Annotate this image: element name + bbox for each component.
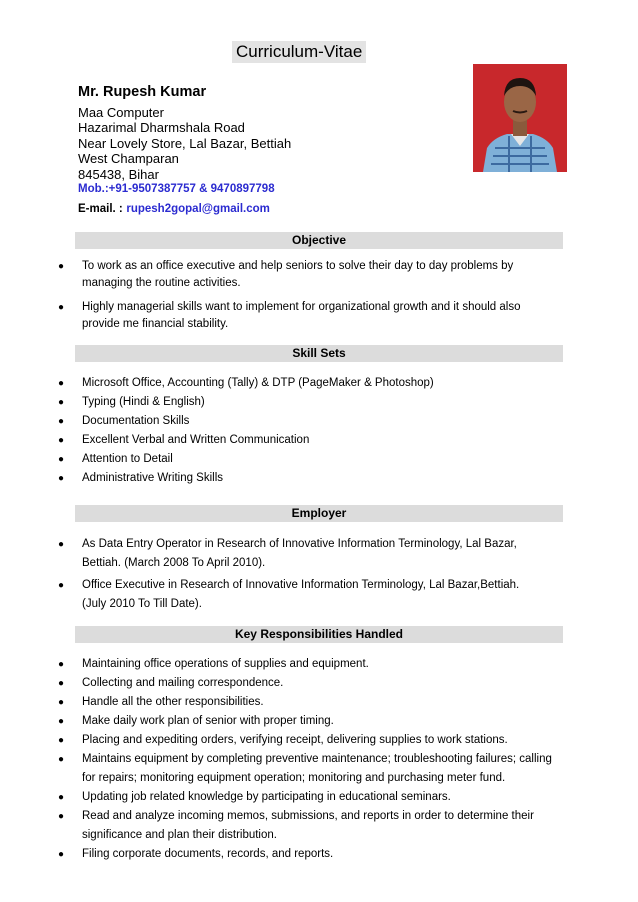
list-item: ● Excellent Verbal and Written Communication [58, 432, 558, 449]
bullet-icon: ● [58, 754, 65, 765]
list-item: ● Collecting and mailing correspondence. [58, 674, 558, 693]
mobile-number: Mob.:+91-9507387757 & 9470897798 [78, 183, 275, 195]
bullet-icon: ● [58, 849, 65, 860]
email-link[interactable]: rupesh2gopal@gmail.com [126, 202, 270, 215]
address-line: Near Lovely Store, Lal Bazar, Bettiah [78, 135, 292, 151]
list-item: ● Read and analyze incoming memos, submissions, and reports in order to determine their significance and plan their distribution. [58, 807, 558, 845]
list-item: ● Placing and expediting orders, verifying receipt, delivering supplies to work stations. [58, 731, 558, 750]
bullet-icon: ● [58, 792, 65, 803]
bullet-icon: ● [58, 416, 65, 427]
bullet-icon: ● [58, 302, 65, 313]
section-heading-employer: Employer [75, 505, 563, 522]
list-item: ● Maintains equipment by completing preventive maintenance; troubleshooting failures; calling for repairs; monitoring equipment operation; monitoring and purchasing meter fund. [58, 750, 558, 788]
employer-list [58, 535, 528, 614]
bullet-icon: ● [58, 811, 65, 822]
list-item: ● Make daily work plan of senior with proper timing. [58, 712, 558, 731]
responsibilities-list [58, 655, 558, 864]
address-line: Maa Computer [78, 104, 164, 120]
section-heading-skill-sets: Skill Sets [75, 345, 563, 362]
list-item: ● Highly managerial skills want to implement for organizational growth and it should also provide me financial stability. [58, 301, 521, 330]
address-line: Hazarimal Dharmshala Road [78, 120, 245, 135]
list-item: ● Filing corporate documents, records, and reports. [58, 845, 558, 864]
section-heading-key-responsibilities: Key Responsibilities Handled [75, 626, 563, 643]
bullet-icon: ● [58, 539, 65, 550]
list-item: ● Documentation Skills [58, 413, 558, 430]
list-item: ● As Data Entry Operator in Research of Innovative Information Terminology, Lal Bazar, Bettiah. (March 2008 To April 2010). [58, 535, 528, 573]
list-item: ● Microsoft Office, Accounting (Tally) & DTP (PageMaker & Photoshop) [58, 375, 558, 392]
list-item: ● Attention to Detail [58, 451, 558, 468]
address-line: 845438, Bihar [78, 166, 159, 182]
contact-header [78, 85, 291, 217]
bullet-icon: ● [58, 580, 65, 591]
list-item: ● Administrative Writing Skills [58, 470, 558, 487]
bullet-icon: ● [58, 435, 65, 446]
list-item: ● Typing (Hindi & English) [58, 394, 558, 411]
bullet-icon: ● [58, 678, 65, 689]
skills-list [58, 375, 558, 487]
list-item: ● Maintaining office operations of supplies and equipment. [58, 655, 558, 674]
bullet-icon: ● [58, 397, 65, 408]
bullet-icon: ● [58, 378, 65, 389]
bullet-icon: ● [58, 454, 65, 465]
objective-list [58, 258, 558, 333]
bullet-icon: ● [58, 716, 65, 727]
list-item: ● To work as an office executive and help seniors to solve their day to day problems by managing the routine activities. [58, 260, 514, 289]
list-item: ● Office Executive in Research of Innovative Information Terminology, Lal Bazar,Bettiah. (July 2010 To Till Date). [58, 576, 528, 614]
bullet-icon: ● [58, 659, 65, 670]
bullet-icon: ● [58, 697, 65, 708]
bullet-icon: ● [58, 261, 65, 272]
list-item: ● Handle all the other responsibilities. [58, 693, 558, 712]
profile-photo [473, 64, 567, 172]
bullet-icon: ● [58, 735, 65, 746]
candidate-name: Mr. Rupesh Kumar [78, 84, 207, 100]
address-line: West Champaran [78, 151, 179, 166]
section-heading-objective: Objective [75, 232, 563, 249]
email-label: E-mail. : [78, 202, 123, 215]
bullet-icon: ● [58, 473, 65, 484]
document-title: Curriculum-Vitae [232, 41, 366, 63]
list-item: ● Updating job related knowledge by participating in educational seminars. [58, 788, 558, 807]
